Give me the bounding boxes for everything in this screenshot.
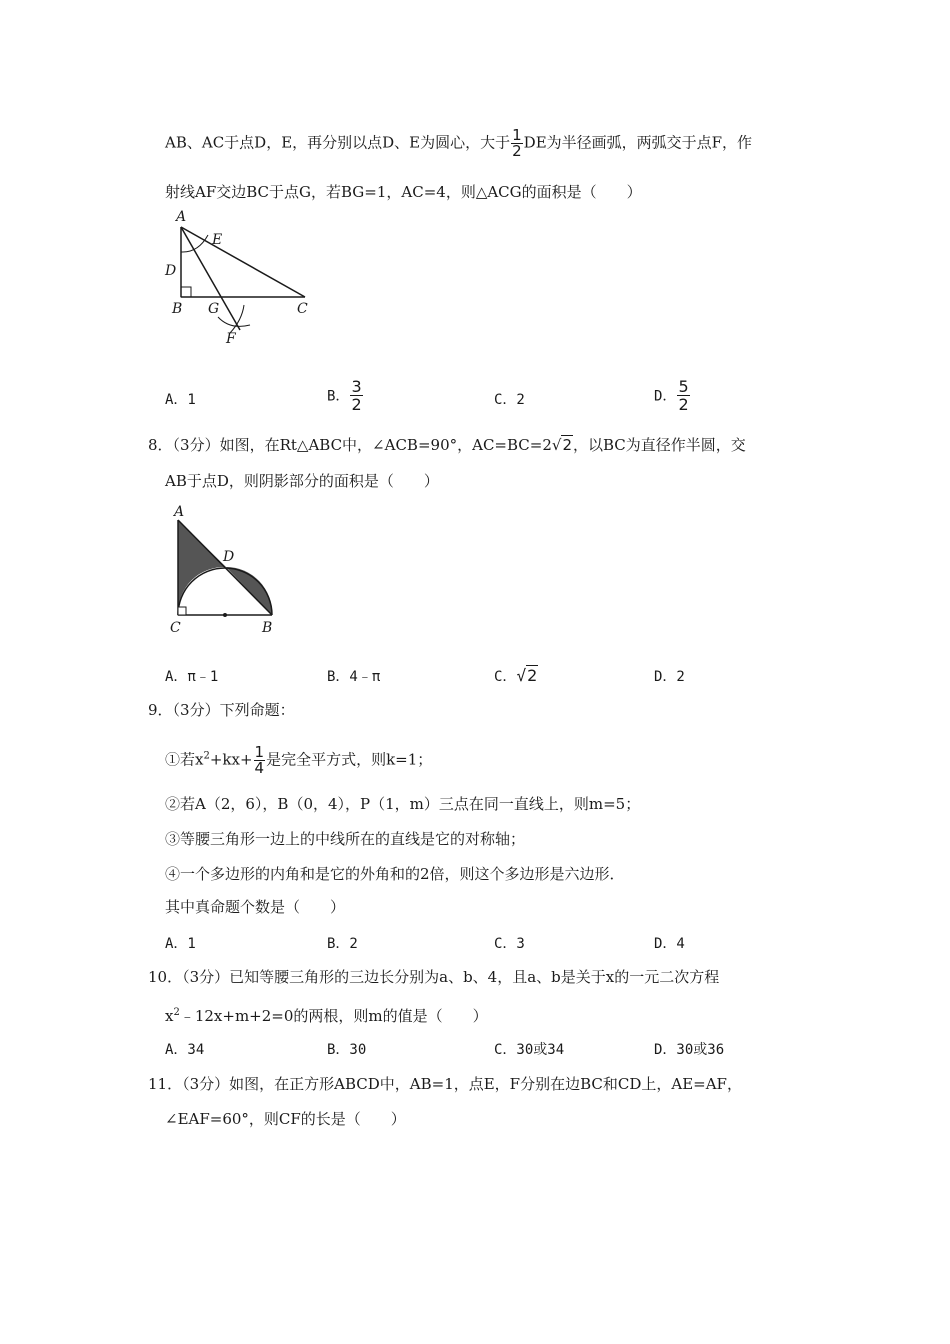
- q7-option-a: A．1: [165, 392, 196, 408]
- q8-line1-part2: ，以BC为直径作半圆，交: [573, 436, 746, 454]
- q9-question: 其中真命题个数是（ ）: [165, 898, 346, 916]
- q8-option-c-sqrt: √2: [516, 666, 538, 685]
- q7-label-a: A: [176, 209, 187, 225]
- q9-item-1: [165, 745, 432, 776]
- q7-fraction-half: [511, 128, 523, 159]
- q9-item1-part1: ①若x: [165, 750, 204, 769]
- q7-label-b: B: [172, 301, 183, 317]
- q11-text-line1: 11．（3分）如图，在正方形ABCD中，AB=1，点E，F分别在边BC和CD上，AE=AF，: [148, 1075, 742, 1093]
- q9-item-4: ④一个多边形的内角和是它的外角和的2倍，则这个多边形是六边形．: [165, 865, 625, 883]
- q10-text-line2: [165, 1003, 488, 1026]
- q7-option-b: [327, 378, 364, 413]
- q9-item1-numerator: 1: [254, 743, 265, 761]
- q7-option-d-fraction: [677, 378, 689, 413]
- q8-sqrt-radicand: 2: [562, 436, 572, 454]
- q8-label-d: D: [223, 549, 235, 565]
- q8-option-b: B．4﹣π: [327, 669, 381, 685]
- q8-option-c-radicand: 2: [527, 666, 538, 685]
- q10-line2-part1: x: [165, 1007, 174, 1025]
- q8-option-a: A．π﹣1: [165, 669, 219, 685]
- q9-title: 9．（3分）下列命题：: [148, 701, 295, 719]
- q7-segment-ac: [181, 227, 305, 297]
- q9-item-3: ③等腰三角形一边上的中线所在的直线是它的对称轴；: [165, 830, 526, 848]
- q7-text-line1: [165, 128, 752, 159]
- q8-line1-part1: 8．（3分）如图，在Rt△ABC中，∠ACB=90°，AC=BC=2: [148, 436, 552, 454]
- q9-option-c: C．3: [494, 936, 525, 952]
- q8-label-c: C: [170, 620, 181, 636]
- q9-item1-denominator: 4: [254, 759, 265, 777]
- q8-center-point: [223, 613, 227, 617]
- q9-option-a: A．1: [165, 936, 196, 952]
- q7-label-e: E: [212, 232, 223, 248]
- q9-item1-fraction: [254, 745, 266, 776]
- q7-option-c: C．2: [494, 392, 525, 408]
- q10-line2-superscript: 2: [173, 1007, 180, 1018]
- q9-option-b: B．2: [327, 936, 358, 952]
- q7-label-g: G: [208, 301, 220, 317]
- q7-option-d-prefix: D．: [654, 388, 677, 405]
- q7-option-d-numerator: 5: [678, 377, 689, 396]
- q10-line2-part2: ﹣12x+m+2=0的两根，则m的值是（ ）: [179, 1007, 488, 1025]
- q8-option-c-prefix: C．: [494, 669, 517, 685]
- q7-text-line2: 射线AF交边BC于点G，若BG=1，AC=4，则△ACG的面积是（ ）: [165, 183, 642, 201]
- q7-line1-part1: AB、AC于点D，E，再分别以点D、E为圆心，大于: [165, 133, 511, 152]
- q7-option-b-fraction: [350, 378, 362, 413]
- q10-text-line1: 10．（3分）已知等腰三角形的三边长分别为a、b、4，且a、b是关于x的一元二次方程: [148, 968, 720, 986]
- q7-fraction-denominator: 2: [512, 142, 522, 160]
- q9-option-d: D．4: [654, 936, 685, 952]
- q7-option-b-numerator: 3: [351, 377, 362, 396]
- q7-figure: [160, 205, 330, 350]
- q8-figure: [165, 500, 285, 645]
- q7-arc-de: [181, 235, 208, 252]
- q7-label-f: F: [226, 331, 236, 347]
- q7-arc-f2: [230, 305, 244, 333]
- q8-text-line2: AB于点D，则阴影部分的面积是（ ）: [165, 472, 439, 490]
- q7-line1-part2: DE为半径画弧，两弧交于点F，作: [523, 133, 753, 152]
- q8-sqrt: √2: [551, 436, 572, 454]
- q9-item-2: ②若A（2，6），B（0，4），P（1，m）三点在同一直线上，则m=5；: [165, 795, 641, 813]
- q11-text-line2: ∠EAF=60°，则CF的长是（ ）: [165, 1110, 406, 1128]
- q10-option-d: D．30或36: [654, 1042, 725, 1058]
- q7-option-d-denominator: 2: [678, 395, 689, 414]
- q8-option-c: [494, 666, 538, 686]
- q8-right-angle-mark: [178, 607, 186, 615]
- q10-option-c: C．30或34: [494, 1042, 565, 1058]
- q8-label-b: B: [262, 620, 273, 636]
- q7-label-c: C: [297, 301, 308, 317]
- q9-item1-part2: +kx+: [209, 750, 253, 769]
- q7-option-b-prefix: B．: [327, 388, 350, 405]
- q9-item1-part3: 是完全平方式，则k=1；: [266, 750, 433, 769]
- q10-option-b: B．30: [327, 1042, 367, 1058]
- q8-shaded-region-left: [178, 520, 226, 615]
- q8-option-d: D．2: [654, 669, 685, 685]
- q7-option-d: [654, 378, 691, 413]
- q8-text-line1: [148, 435, 746, 455]
- q10-option-a: A．34: [165, 1042, 205, 1058]
- q8-label-a: A: [174, 504, 185, 520]
- q7-right-angle-mark: [181, 287, 191, 297]
- q7-label-d: D: [165, 263, 177, 279]
- q9-item1-superscript: 2: [203, 750, 210, 762]
- q7-fraction-numerator: 1: [512, 126, 522, 144]
- q7-option-b-denominator: 2: [351, 395, 362, 414]
